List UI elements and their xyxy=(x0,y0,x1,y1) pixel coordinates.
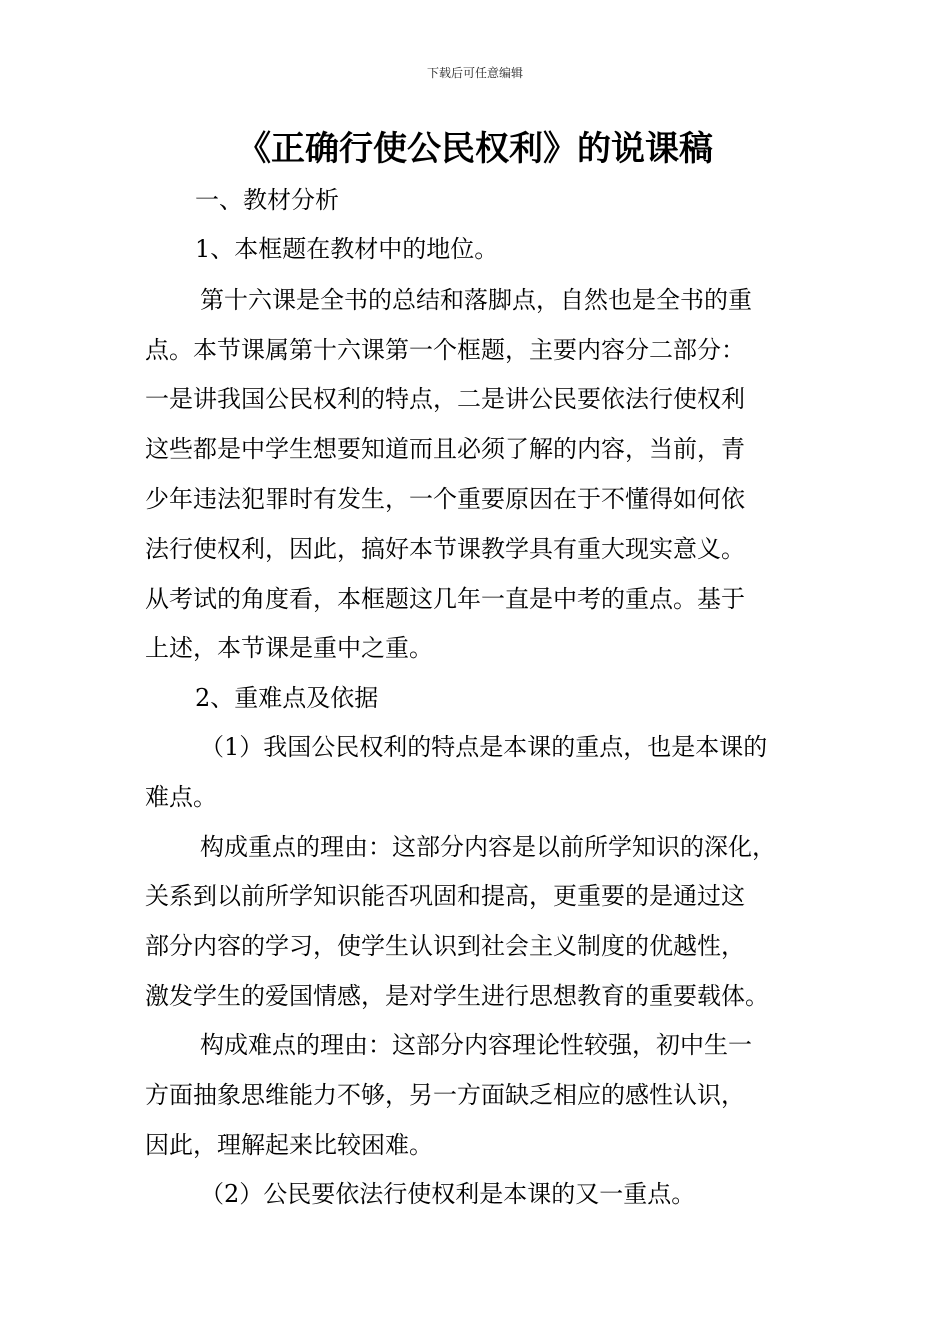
page-header-note: 下载后可任意编辑 xyxy=(426,66,523,80)
document-title: 《正确行使公民权利》的说课稿 xyxy=(237,129,713,169)
paragraph-line: 关系到以前所学知识能否巩固和提高，更重要的是通过这 xyxy=(145,882,745,910)
paragraph-line: 构成重点的理由：这部分内容是以前所学知识的深化， xyxy=(200,833,776,861)
subsection-heading-key-points: 2、重难点及依据 xyxy=(195,684,379,712)
paragraph-line: 因此，理解起来比较困难。 xyxy=(145,1131,433,1159)
paragraph-line: 难点。 xyxy=(145,783,217,811)
paragraph-line: 上述，本节课是重中之重。 xyxy=(145,634,433,662)
paragraph-line: （2）公民要依法行使权利是本课的又一重点。 xyxy=(200,1180,696,1208)
paragraph-line: 方面抽象思维能力不够，另一方面缺乏相应的感性认识， xyxy=(145,1081,745,1109)
paragraph-line: 少年违法犯罪时有发生，一个重要原因在于不懂得如何依 xyxy=(145,485,745,513)
paragraph-line: 这些都是中学生想要知道而且必须了解的内容，当前，青 xyxy=(145,435,745,463)
paragraph-line: 激发学生的爱国情感，是对学生进行思想教育的重要载体。 xyxy=(145,982,769,1010)
paragraph-line: 第十六课是全书的总结和落脚点，自然也是全书的重 xyxy=(200,286,752,314)
paragraph-line: 构成难点的理由：这部分内容理论性较强，初中生一 xyxy=(200,1031,752,1059)
paragraph-line: 部分内容的学习，使学生认识到社会主义制度的优越性， xyxy=(145,932,745,960)
paragraph-line: 法行使权利，因此，搞好本节课教学具有重大现实意义。 xyxy=(145,535,745,563)
paragraph-line: 点。本节课属第十六课第一个框题，主要内容分二部分： xyxy=(145,336,745,364)
paragraph-line: 一是讲我国公民权利的特点，二是讲公民要依法行使权利 xyxy=(145,385,745,413)
section-heading-textbook-analysis: 一、教材分析 xyxy=(195,186,339,214)
paragraph-line: （1）我国公民权利的特点是本课的重点，也是本课的 xyxy=(200,733,768,761)
subsection-heading-position: 1、本框题在教材中的地位。 xyxy=(195,235,499,263)
paragraph-line: 从考试的角度看，本框题这几年一直是中考的重点。基于 xyxy=(145,585,745,613)
